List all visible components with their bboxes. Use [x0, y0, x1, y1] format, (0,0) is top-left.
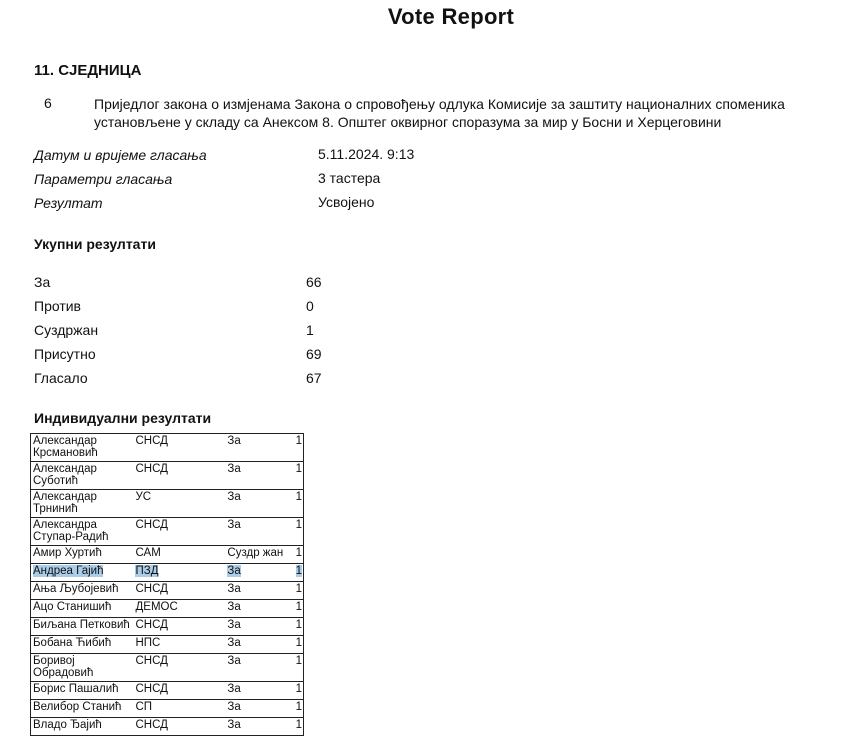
member-vote: За	[227, 601, 241, 613]
total-label: Присутно	[34, 346, 96, 362]
member-name: Александар Суботић	[33, 463, 97, 487]
member-count-cell	[290, 564, 303, 582]
member-party-cell	[133, 490, 225, 518]
table-row[interactable]	[31, 518, 304, 546]
meta-value: 5.11.2024. 9:13	[318, 146, 415, 162]
meta-label: Параметри гласања	[34, 171, 173, 187]
member-count: 1	[295, 719, 302, 731]
member-name: Бобана Ћибић	[33, 637, 112, 649]
member-name-cell	[31, 700, 134, 718]
member-name: Александар Крсмановић	[33, 435, 98, 459]
member-vote: За	[227, 683, 241, 695]
member-name: Амир Хуртић	[33, 547, 102, 559]
member-vote: За	[227, 519, 241, 531]
table-row[interactable]	[31, 546, 304, 564]
member-vote: За	[227, 565, 241, 577]
member-count: 1	[295, 565, 302, 577]
member-count: 1	[295, 491, 302, 503]
member-party-cell	[133, 546, 225, 564]
table-row[interactable]	[31, 490, 304, 518]
member-count: 1	[295, 683, 302, 695]
table-row[interactable]	[31, 434, 304, 462]
member-vote-cell	[225, 582, 290, 600]
member-vote: За	[227, 701, 241, 713]
member-vote: За	[227, 583, 241, 595]
total-value: 0	[306, 298, 314, 314]
member-count-cell	[290, 490, 303, 518]
member-vote-cell	[225, 618, 290, 636]
meta-label: Датум и вријеме гласања	[34, 147, 207, 163]
meta-value: Усвојено	[318, 194, 375, 210]
member-party-cell	[133, 700, 225, 718]
member-vote-cell	[225, 600, 290, 618]
member-vote-cell	[225, 700, 290, 718]
member-vote: За	[227, 655, 241, 667]
member-party-cell	[133, 518, 225, 546]
table-row[interactable]	[31, 600, 304, 618]
member-vote-cell	[225, 636, 290, 654]
member-name: Биљана Петковић	[33, 619, 130, 631]
member-count-cell	[290, 700, 303, 718]
member-count: 1	[295, 619, 302, 631]
member-count-cell	[290, 518, 303, 546]
member-name-cell	[31, 462, 134, 490]
total-label: За	[34, 274, 51, 290]
member-count-cell	[290, 682, 303, 700]
member-party: УС	[135, 491, 152, 503]
member-vote-cell	[225, 490, 290, 518]
member-name-cell	[31, 682, 134, 700]
member-name: Боривој Обрадовић	[33, 655, 94, 679]
member-vote-cell	[225, 462, 290, 490]
member-party: СНСД	[135, 435, 168, 447]
member-name: Велибор Станић	[33, 701, 122, 713]
agenda-item-number: 6	[44, 95, 52, 111]
member-party: НПС	[135, 637, 161, 649]
member-name: Борис Пашалић	[33, 683, 119, 695]
table-row[interactable]	[31, 582, 304, 600]
member-party: СНСД	[135, 463, 168, 475]
member-party-cell	[133, 654, 225, 682]
member-count-cell	[290, 718, 303, 736]
member-party-cell	[133, 434, 225, 462]
member-party: СНСД	[135, 519, 168, 531]
report-title: Vote Report	[387, 4, 515, 29]
session-heading: 11. СЈЕДНИЦА	[34, 62, 142, 79]
member-count-cell	[290, 636, 303, 654]
member-name: Андреа Гајић	[33, 565, 104, 577]
member-count-cell	[290, 618, 303, 636]
member-party: СНСД	[135, 619, 168, 631]
member-name-cell	[31, 518, 134, 546]
member-count-cell	[290, 434, 303, 462]
member-vote-cell	[225, 546, 290, 564]
member-name: Владо Ђајић	[33, 719, 102, 731]
member-party-cell	[133, 618, 225, 636]
member-name: Ања Љубојевић	[33, 583, 119, 595]
meta-value: 3 тастера	[318, 170, 381, 186]
member-party-cell	[133, 682, 225, 700]
member-count: 1	[295, 601, 302, 613]
member-count-cell	[290, 600, 303, 618]
member-count: 1	[295, 583, 302, 595]
member-party: СП	[135, 701, 153, 713]
member-count-cell	[290, 546, 303, 564]
member-name-cell	[31, 490, 134, 518]
member-party: СНСД	[135, 655, 168, 667]
member-party: ДЕМОС	[135, 601, 178, 613]
member-party-cell	[133, 462, 225, 490]
member-name-cell	[31, 582, 134, 600]
member-vote: За	[227, 719, 241, 731]
agenda-item-text: Приједлог закона о измјенама Закона о спровођењу одлука Комисије за заштиту националних споменика установљене у складу са Анексом 8. Општег оквирног споразума за мир у Босни и Херцеговини	[94, 96, 785, 130]
member-name-cell	[31, 718, 134, 736]
member-name-cell	[31, 600, 134, 618]
member-party-cell	[133, 718, 225, 736]
member-vote-cell	[225, 564, 290, 582]
member-party: ПЗД	[135, 565, 159, 577]
member-vote-cell	[225, 654, 290, 682]
member-vote-cell	[225, 518, 290, 546]
member-vote-cell	[225, 434, 290, 462]
member-vote: За	[227, 637, 241, 649]
member-vote: Суздр жан	[227, 547, 284, 559]
total-label: Гласало	[34, 370, 88, 386]
individual-heading: Индивидуални резултати	[34, 410, 212, 426]
member-name: Александра Ступар-Радић	[33, 519, 109, 543]
member-count-cell	[290, 654, 303, 682]
member-count-cell	[290, 462, 303, 490]
member-count: 1	[295, 637, 302, 649]
member-vote-cell	[225, 718, 290, 736]
total-value: 66	[306, 274, 322, 290]
member-count: 1	[295, 435, 302, 447]
table-row[interactable]	[31, 654, 304, 682]
member-count: 1	[295, 547, 302, 559]
member-party-cell	[133, 582, 225, 600]
member-name-cell	[31, 434, 134, 462]
member-vote: За	[227, 619, 241, 631]
total-label: Против	[34, 298, 81, 314]
table-row[interactable]	[31, 564, 304, 582]
individual-results-table	[30, 433, 304, 736]
meta-label: Резултат	[34, 195, 103, 211]
table-row[interactable]	[31, 700, 304, 718]
table-row[interactable]	[31, 462, 304, 490]
total-label: Суздржан	[34, 322, 99, 338]
member-name-cell	[31, 618, 134, 636]
totals-heading: Укупни резултати	[34, 236, 156, 252]
member-party: СНСД	[135, 583, 168, 595]
member-vote: За	[227, 463, 241, 475]
table-row[interactable]	[31, 618, 304, 636]
member-party: СНСД	[135, 719, 168, 731]
member-party-cell	[133, 600, 225, 618]
member-name-cell	[31, 564, 134, 582]
member-name-cell	[31, 654, 134, 682]
total-value: 67	[306, 370, 322, 386]
member-party: САМ	[135, 547, 161, 559]
member-party: СНСД	[135, 683, 168, 695]
member-count: 1	[295, 655, 302, 667]
member-count-cell	[290, 582, 303, 600]
member-name: Александар Трнинић	[33, 491, 97, 515]
member-party-cell	[133, 636, 225, 654]
member-vote-cell	[225, 682, 290, 700]
member-count: 1	[295, 519, 302, 531]
table-row[interactable]	[31, 718, 304, 736]
member-name: Ацо Станишић	[33, 601, 112, 613]
member-name-cell	[31, 636, 134, 654]
member-count: 1	[295, 701, 302, 713]
table-row[interactable]	[31, 682, 304, 700]
total-value: 1	[306, 322, 314, 338]
table-row[interactable]	[31, 636, 304, 654]
member-name-cell	[31, 546, 134, 564]
member-vote: За	[227, 491, 241, 503]
member-vote: За	[227, 435, 241, 447]
member-count: 1	[295, 463, 302, 475]
total-value: 69	[306, 346, 322, 362]
member-party-cell	[133, 564, 225, 582]
